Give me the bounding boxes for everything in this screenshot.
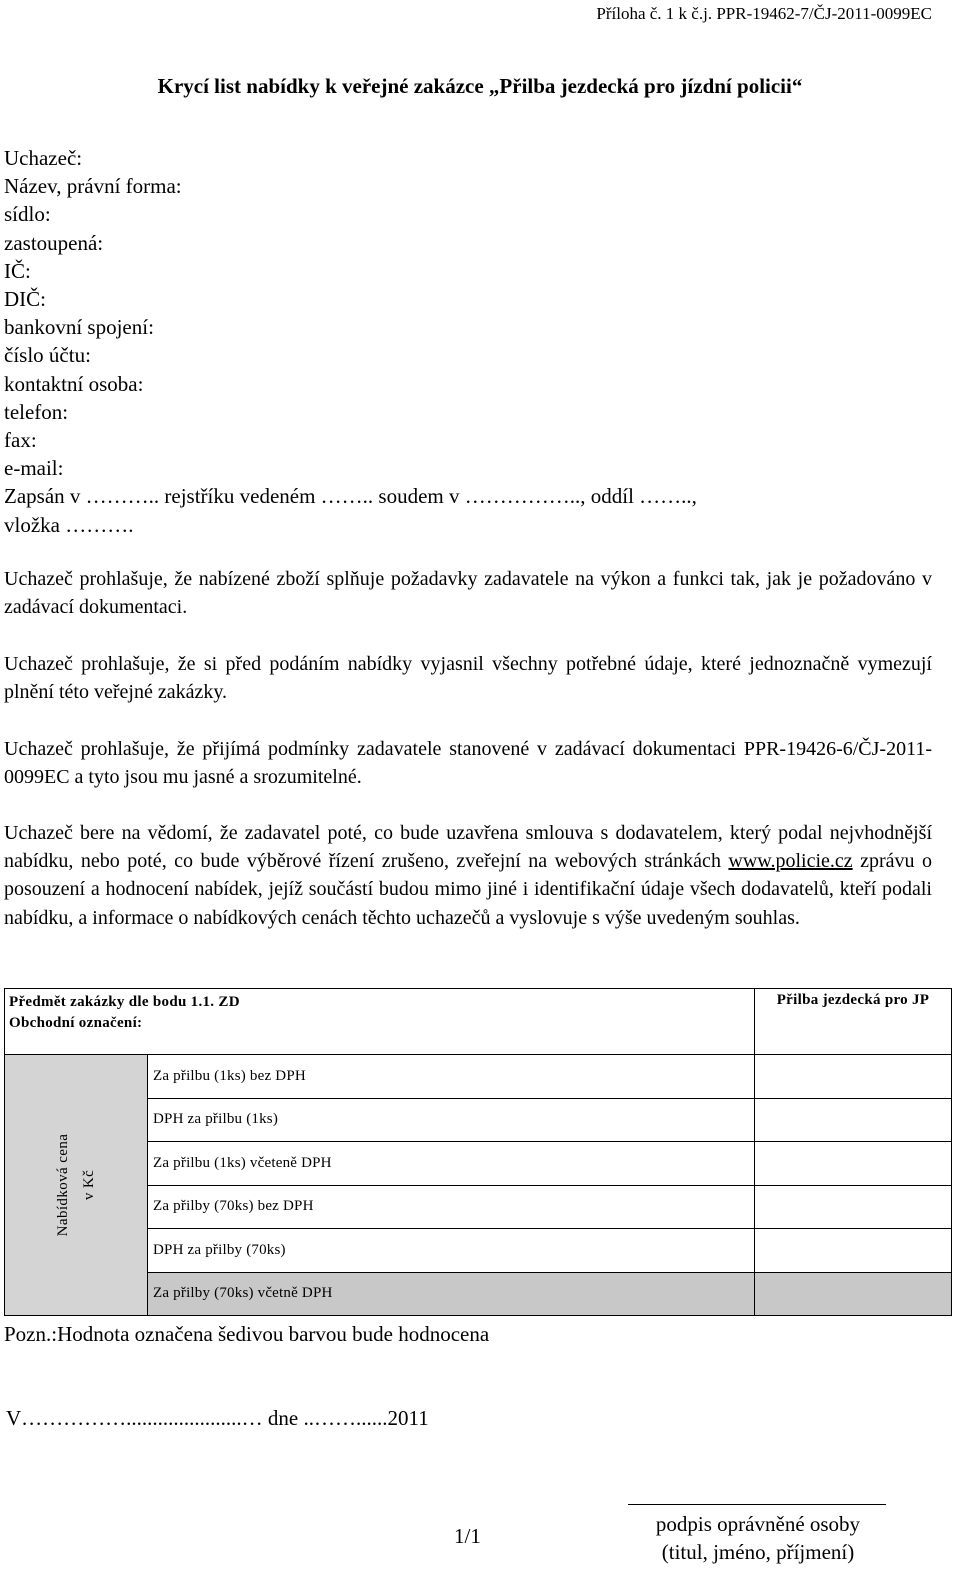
policie-link[interactable]: www.policie.cz [728, 850, 853, 873]
document-title: Krycí list nabídky k veřejné zakázce „Přilba jezdecká pro jízdní policii“ [157, 74, 803, 98]
price-label-cell [148, 1055, 755, 1099]
subject-value: Přilba jezdecká pro JP [776, 992, 930, 1008]
signature-label [620, 1510, 896, 1566]
subject-label-cell [5, 989, 755, 1055]
document-reference: Příloha č. 1 k č.j. PPR-19462-7/ČJ-2011-0099EC [596, 4, 932, 23]
bidder-fields [4, 144, 697, 539]
field-phone: telefon: [4, 399, 69, 424]
field-ico: IČ: [4, 258, 31, 283]
field-bank: bankovní spojení: [4, 315, 154, 340]
signature-line-2: (titul, jméno, příjmení) [661, 1540, 855, 1564]
price-label-cell [148, 1142, 755, 1186]
price-value-cell[interactable] [755, 1055, 952, 1099]
price-label-cell [148, 1098, 755, 1142]
field-contact-person: kontaktní osoba: [4, 371, 144, 396]
price-label: DPH za přilby (70ks) [153, 1241, 286, 1258]
signature-line [628, 1504, 886, 1505]
declaration-4-text-a: Uchazeč bere na vědomí, že zadavatel poté, co bude uzavřena smlouva s dodavatelem, který podal nejvhodnější nabídku, nebo poté, co bude výběrové řízení zrušeno, zveřejní na webových stránkách [4, 822, 932, 873]
price-label-cell [148, 1229, 755, 1273]
declaration-2: Uchazeč prohlašuje, že si před podáním nabídky vyjasnil všechny potřebné údaje, které jednoznačně vymezují plnění této veřejné zakázky. [4, 653, 932, 704]
field-account-number: číslo účtu: [4, 343, 91, 368]
price-group-cell [5, 1055, 148, 1316]
price-label-cell [148, 1185, 755, 1229]
price-label: Za přilby (70ks) bez DPH [153, 1198, 314, 1215]
field-email: e-mail: [4, 456, 64, 481]
field-name-legal-form: Název, právní forma: [4, 174, 182, 199]
place-date-line: V……………......................… dne ..……......2011 [6, 1406, 429, 1430]
price-label: Za přilbu (1ks) bez DPH [153, 1067, 306, 1084]
price-group-label: Nabídková cena v Kč [55, 1133, 97, 1237]
price-label: Za přilby (70ks) včetně DPH [153, 1285, 333, 1302]
field-dic: DIČ: [4, 287, 46, 312]
signature-line-1: podpis oprávněné osoby [655, 1512, 861, 1536]
price-value-cell[interactable] [755, 1098, 952, 1142]
declaration-1: Uchazeč prohlašuje, že nabízené zboží splňuje požadavky zadavatele na výkon a funkci tak, jak je požadováno v zadávací dokumentaci. [4, 568, 932, 619]
field-registration: Zapsán v ……….. rejstříku vedeném …….. soudem v …………….., oddíl …….., [4, 484, 697, 509]
field-fax: fax: [4, 428, 37, 453]
offer-header-row [5, 989, 952, 1055]
price-value-cell[interactable] [755, 1185, 952, 1229]
price-label: DPH za přilbu (1ks) [153, 1111, 279, 1128]
field-insert: vložka ………. [4, 512, 134, 537]
page-number: 1/1 [454, 1524, 481, 1548]
price-value-cell[interactable] [755, 1272, 952, 1316]
field-seat: sídlo: [4, 202, 51, 227]
subject-value-cell [755, 989, 952, 1055]
declaration-4 [4, 819, 932, 932]
trade-label: Obchodní označení: [9, 1015, 143, 1031]
evaluation-note: Pozn.:Hodnota označena šedivou barvou bude hodnocena [4, 1322, 490, 1346]
declaration-4-text-b: zprávu o posouzení a hodnocení nabídek, jejíž součástí budou mimo jiné i identifikační údaje všech dodavatelů, kteří podali nabídku, a informace o nabídkových cenách těchto uchazečů a vyslovuje s výše uvedeným souhlas. [4, 850, 932, 929]
price-value-cell[interactable] [755, 1229, 952, 1273]
declaration-3: Uchazeč prohlašuje, že přijímá podmínky zadavatele stanovené v zadávací dokumentaci PPR-19426-6/ČJ-2011-0099EC a tyto jsou mu jasné a srozumitelné. [4, 738, 932, 789]
price-label-cell [148, 1272, 755, 1316]
price-row [5, 1055, 952, 1099]
price-value-cell[interactable] [755, 1142, 952, 1186]
subject-label: Předmět zakázky dle bodu 1.1. ZD [9, 994, 240, 1010]
field-represented: zastoupená: [4, 230, 104, 255]
price-label: Za přilbu (1ks) včeteně DPH [153, 1154, 332, 1171]
offer-table [4, 988, 952, 1316]
field-bidder: Uchazeč: [4, 146, 83, 170]
